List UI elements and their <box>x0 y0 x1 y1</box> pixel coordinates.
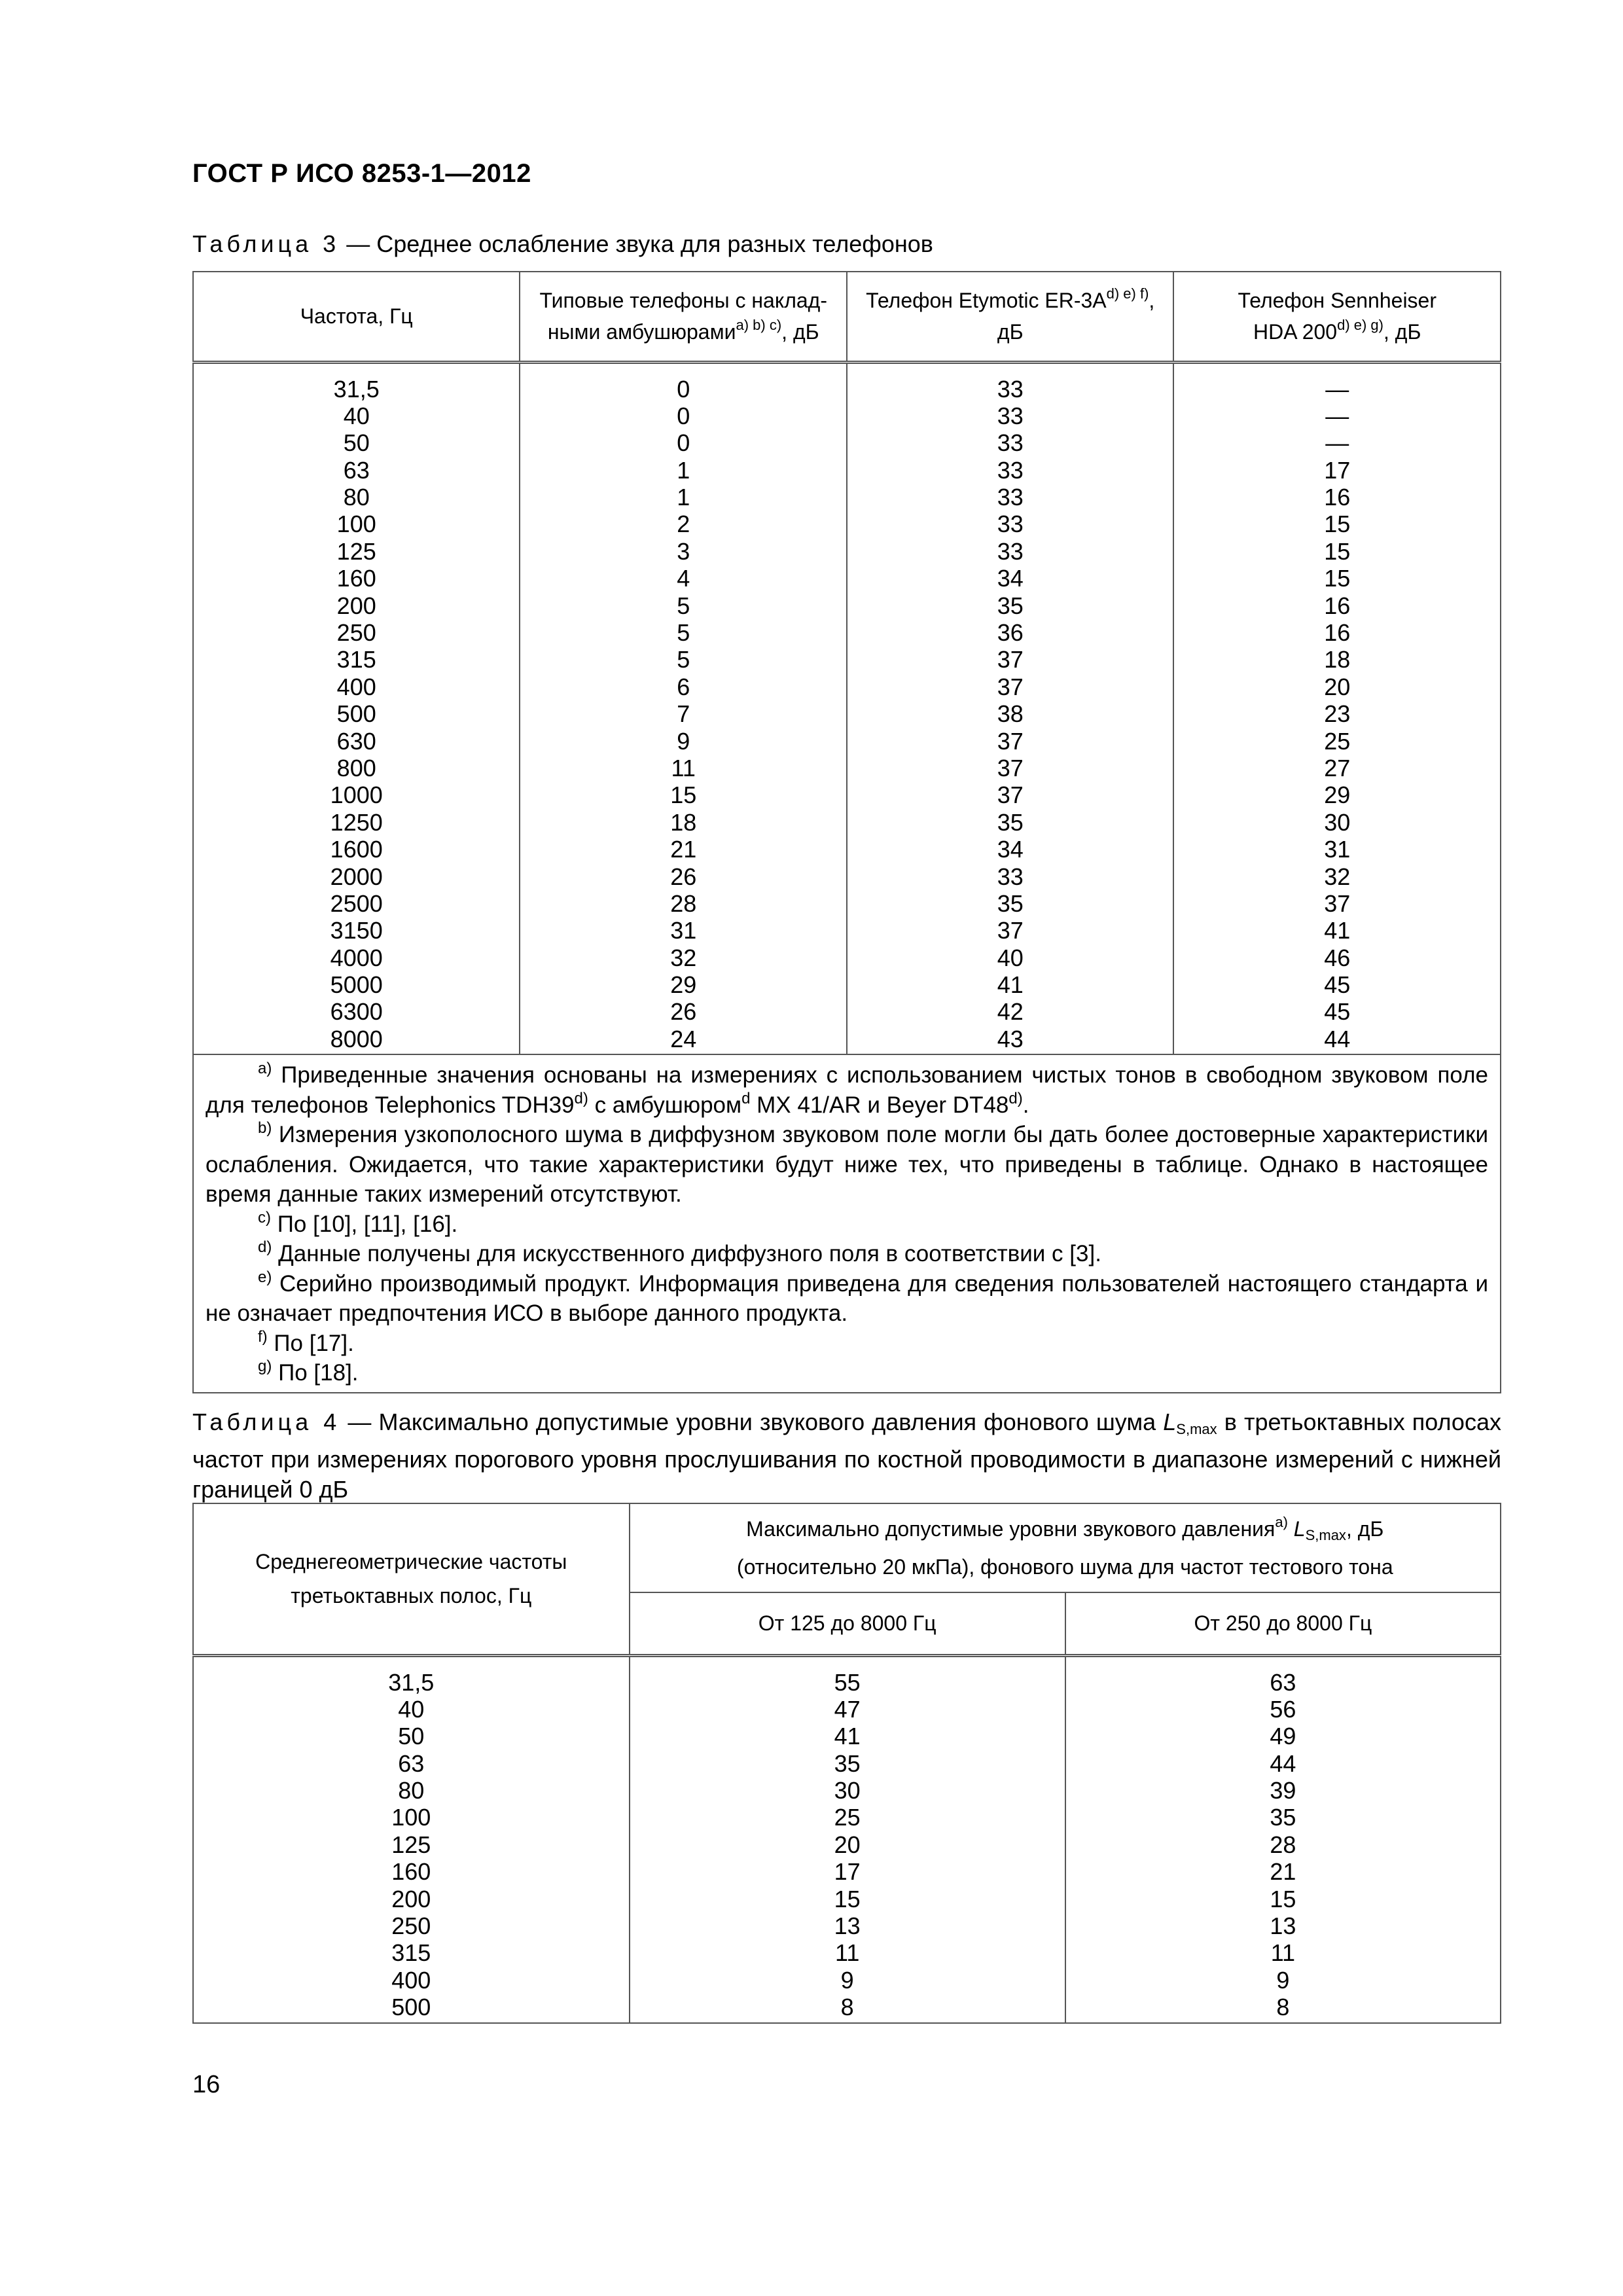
table-cell: 15 <box>1324 537 1351 565</box>
table-cell: 25 <box>1324 727 1351 755</box>
table-cell: 55 <box>834 1668 861 1696</box>
table-cell: 11 <box>1270 1939 1296 1967</box>
table-cell: 63 <box>343 456 370 484</box>
table-cell: 45 <box>1324 971 1351 999</box>
table-cell: 17 <box>1324 456 1351 484</box>
table-cell: 26 <box>670 998 697 1026</box>
note-a-text2: с амбушюром <box>588 1092 742 1118</box>
table-cell: 0 <box>677 402 690 429</box>
table-cell: 5 <box>677 646 690 673</box>
table-cell: 21 <box>670 836 697 863</box>
table-cell: 11 <box>834 1939 860 1967</box>
table-cell: 18 <box>1324 646 1351 673</box>
table-cell: 24 <box>670 1025 697 1052</box>
table-cell: 28 <box>1270 1831 1296 1858</box>
table-cell: 800 <box>336 754 376 781</box>
table-cell: 32 <box>1324 863 1351 890</box>
table-cell: 6 <box>677 673 690 700</box>
table-cell: 37 <box>997 646 1024 673</box>
table-cell: 0 <box>677 375 690 403</box>
table-cell: 15 <box>1270 1885 1296 1912</box>
table-cell: 80 <box>398 1777 425 1804</box>
table3-col-sennheiser <box>1173 272 1501 362</box>
table-cell: 5 <box>677 592 690 619</box>
table-cell: 34 <box>997 836 1024 863</box>
table3-frequency-column <box>193 362 520 1054</box>
table-cell: 250 <box>336 619 376 647</box>
table-cell: 30 <box>1324 808 1351 836</box>
table-cell: 0 <box>677 429 690 457</box>
table-cell: 500 <box>391 1994 431 2021</box>
table-cell: 400 <box>336 673 376 700</box>
table-cell: 400 <box>391 1966 431 1994</box>
table4 <box>192 1503 1501 2024</box>
note-b-text: Измерения узкополосного шума в диффузном звуковом поле могли бы дать более достоверные характеристики ослабления. Ожидается, что такие характеристики будут ниже тех, что приведены в таблице. Однако в настоящее время данные таких измерений отсутствуют. <box>205 1122 1488 1208</box>
table3-col-typical <box>520 272 847 362</box>
table-cell: 25 <box>834 1804 861 1831</box>
table-cell: 63 <box>398 1749 425 1777</box>
table-cell: 56 <box>1270 1695 1296 1723</box>
table-cell: 37 <box>997 917 1024 944</box>
table-cell: 100 <box>391 1804 431 1831</box>
table4-range-125-column <box>630 1655 1065 2023</box>
table3-col-sennheiser-line1: Телефон Sennheiser <box>1238 289 1436 313</box>
table-cell: 31 <box>1324 836 1351 863</box>
table-cell: 28 <box>670 889 697 917</box>
note-g-mark: g) <box>258 1357 272 1376</box>
table3-col-etymotic-sup: d) e) f) <box>1106 285 1149 302</box>
table-cell: 160 <box>336 565 376 592</box>
table4-col-range-125: От 125 до 8000 Гц <box>630 1592 1065 1655</box>
table-cell: 8000 <box>330 1025 383 1052</box>
table-cell: 1600 <box>330 836 383 863</box>
table-cell: 33 <box>997 375 1024 403</box>
table-cell: 15 <box>1324 511 1351 538</box>
table-cell: 4 <box>677 565 690 592</box>
table-cell: 2500 <box>330 889 383 917</box>
table-cell: 40 <box>398 1695 425 1723</box>
table-cell: 1 <box>677 484 690 511</box>
table-cell: 21 <box>1270 1858 1296 1886</box>
table-cell: 630 <box>336 727 376 755</box>
table-cell: 20 <box>1324 673 1351 700</box>
table-cell: 45 <box>1324 998 1351 1026</box>
table4-group-line1: Максимально допустимые уровни звукового давления <box>746 1517 1275 1541</box>
table-cell: 50 <box>398 1723 425 1750</box>
table4-col-group <box>630 1503 1501 1592</box>
note-g-text: По [18]. <box>272 1360 359 1386</box>
table-cell: 35 <box>997 808 1024 836</box>
table-cell: 42 <box>997 998 1024 1026</box>
table4-col-frequency <box>193 1503 630 1655</box>
note-a-mark: a) <box>258 1060 272 1078</box>
table-cell: 50 <box>343 429 370 457</box>
table3-etymotic-column <box>847 362 1173 1054</box>
table-cell: 1 <box>677 456 690 484</box>
table-cell: 44 <box>1270 1749 1296 1777</box>
table3-col-typical-unit: , дБ <box>781 320 819 344</box>
table-cell: 13 <box>1270 1912 1296 1940</box>
note-a-sup2: d <box>741 1089 751 1107</box>
table-cell: 7 <box>677 700 690 728</box>
table-cell: — <box>1325 429 1349 457</box>
table4-group-unit: , дБ <box>1346 1517 1384 1541</box>
table-cell: 35 <box>997 889 1024 917</box>
table3-col-typical-line1: Типовые телефоны с наклад- <box>539 289 827 313</box>
table-cell: 32 <box>670 944 697 971</box>
table-cell: — <box>1325 375 1349 403</box>
table-cell: 315 <box>391 1939 431 1967</box>
table-cell: 1000 <box>330 781 383 809</box>
table3-col-typical-line2: ными амбушюрами <box>547 320 736 344</box>
table-cell: 31,5 <box>388 1668 435 1696</box>
table-cell: 9 <box>677 727 690 755</box>
table-cell: 40 <box>343 402 370 429</box>
table-cell: 315 <box>336 646 376 673</box>
table-cell: 31,5 <box>333 375 380 403</box>
table3-typical-column <box>520 362 847 1054</box>
table-cell: 8 <box>840 1994 854 2021</box>
table4-range-250-column <box>1065 1655 1501 2023</box>
table-cell: 15 <box>834 1885 861 1912</box>
table4-col-range-250: От 250 до 8000 Гц <box>1065 1592 1501 1655</box>
note-a-sup3: d) <box>1008 1089 1023 1107</box>
table3-col-etymotic <box>847 272 1173 362</box>
note-b-mark: b) <box>258 1119 272 1138</box>
table-cell: 500 <box>336 700 376 728</box>
note-d-text: Данные получены для искусственного диффузного поля в соответствии с [3]. <box>272 1241 1101 1267</box>
table-cell: 5 <box>677 619 690 647</box>
table-cell: 38 <box>997 700 1024 728</box>
table-cell: 33 <box>997 402 1024 429</box>
note-c-text: По [10], [11], [16]. <box>271 1211 458 1237</box>
table-cell: 6300 <box>330 998 383 1026</box>
table-cell: 1250 <box>330 808 383 836</box>
table-cell: 160 <box>391 1858 431 1886</box>
table4-group-sup: a) <box>1275 1514 1288 1530</box>
table-cell: 200 <box>336 592 376 619</box>
table-cell: 16 <box>1324 619 1351 647</box>
table-cell: 8 <box>1276 1994 1290 2021</box>
document-header: ГОСТ Р ИСО 8253-1—2012 <box>192 159 531 188</box>
table-cell: 30 <box>834 1777 861 1804</box>
table-cell: 37 <box>997 754 1024 781</box>
table-cell: 63 <box>1270 1668 1296 1696</box>
table-cell: 33 <box>997 456 1024 484</box>
table3-col-sennheiser-sup: d) e) g) <box>1337 317 1383 334</box>
table-cell: 33 <box>997 484 1024 511</box>
table-cell: 27 <box>1324 754 1351 781</box>
table-cell: 46 <box>1324 944 1351 971</box>
note-e <box>205 1269 1488 1329</box>
table-cell: 41 <box>834 1723 861 1750</box>
table-cell: 33 <box>997 429 1024 457</box>
table-cell: 29 <box>670 971 697 999</box>
table-cell: 37 <box>997 781 1024 809</box>
note-c <box>205 1210 1488 1240</box>
table-cell: 3 <box>677 537 690 565</box>
table-cell: 15 <box>670 781 697 809</box>
table3-notes <box>193 1054 1501 1393</box>
table-cell: — <box>1325 402 1349 429</box>
table4-group-symbol: L <box>1293 1517 1306 1541</box>
note-a-text4: . <box>1022 1092 1029 1118</box>
table3-col-typical-sup: a) b) c) <box>736 317 782 334</box>
table-cell: 16 <box>1324 592 1351 619</box>
table3-col-etymotic-line1: Телефон Etymotic ER-3A <box>866 289 1107 313</box>
table-cell: 17 <box>834 1858 861 1886</box>
note-c-mark: c) <box>258 1208 271 1227</box>
table-cell: 31 <box>670 917 697 944</box>
table-cell: 13 <box>834 1912 861 1940</box>
table4-caption-subscript: S,max <box>1176 1421 1217 1437</box>
note-a-sup1: d) <box>574 1089 588 1107</box>
table4-caption-text1: — Максимально допустимые уровни звукового давления фонового шума <box>340 1408 1164 1435</box>
table-cell: 2 <box>677 511 690 538</box>
note-f <box>205 1329 1488 1359</box>
note-e-mark: e) <box>258 1268 272 1286</box>
table-cell: 100 <box>336 511 376 538</box>
note-f-mark: f) <box>258 1327 268 1346</box>
table-cell: 37 <box>1324 889 1351 917</box>
table-cell: 44 <box>1324 1025 1351 1052</box>
note-d <box>205 1239 1488 1269</box>
table-cell: 29 <box>1324 781 1351 809</box>
table4-group-line2: (относительно 20 мкПа), фонового шума для частот тестового тона <box>736 1555 1393 1579</box>
note-g <box>205 1358 1488 1388</box>
table-cell: 39 <box>1270 1777 1296 1804</box>
table4-caption <box>192 1407 1501 1505</box>
table-cell: 5000 <box>330 971 383 999</box>
table-cell: 11 <box>671 754 696 781</box>
table-cell: 33 <box>997 511 1024 538</box>
table-cell: 35 <box>1270 1804 1296 1831</box>
table-cell: 125 <box>336 537 376 565</box>
table-cell: 200 <box>391 1885 431 1912</box>
table-cell: 9 <box>840 1966 854 1994</box>
table4-frequency-column <box>193 1655 630 2023</box>
table4-col-frequency-line1: Среднегеометрические частоты <box>255 1550 567 1574</box>
note-b <box>205 1120 1488 1210</box>
table-cell: 37 <box>997 727 1024 755</box>
note-d-mark: d) <box>258 1238 272 1257</box>
table-cell: 41 <box>1324 917 1351 944</box>
table3-col-sennheiser-unit: , дБ <box>1383 320 1421 344</box>
table-cell: 33 <box>997 863 1024 890</box>
table-cell: 9 <box>1276 1966 1290 1994</box>
table-cell: 33 <box>997 537 1024 565</box>
table3-col-etymotic-line2: дБ <box>997 320 1024 344</box>
table4-group-subscript: S,max <box>1305 1527 1346 1543</box>
table-cell: 34 <box>997 565 1024 592</box>
table3-col-sennheiser-line2: HDA 200 <box>1253 320 1338 344</box>
table-cell: 3150 <box>330 917 383 944</box>
note-a-text3: MX 41/AR и Beyer DT48 <box>750 1092 1009 1118</box>
table-cell: 4000 <box>330 944 383 971</box>
table-cell: 35 <box>997 592 1024 619</box>
table3-col-etymotic-tail: , <box>1149 289 1155 313</box>
table4-caption-symbol: L <box>1163 1408 1177 1435</box>
note-f-text: По [17]. <box>267 1330 354 1356</box>
table-cell: 15 <box>1324 565 1351 592</box>
table-cell: 125 <box>391 1831 431 1858</box>
table3-caption <box>192 229 933 259</box>
table4-col-frequency-line2: третьоктавных полос, Гц <box>291 1584 532 1608</box>
table-cell: 47 <box>834 1695 861 1723</box>
table4-caption-label: Таблица 4 <box>192 1408 341 1435</box>
table-cell: 23 <box>1324 700 1351 728</box>
table3-col-frequency: Частота, Гц <box>193 272 520 362</box>
table-cell: 35 <box>834 1749 861 1777</box>
table4-caption-text2: в третьоктавных полосах частот при измерениях порогового уровня прослушивания по костной проводимости в диапазоне измерений с нижней границей 0 дБ <box>192 1408 1501 1503</box>
table-cell: 20 <box>834 1831 861 1858</box>
table-cell: 80 <box>343 484 370 511</box>
table-cell: 26 <box>670 863 697 890</box>
table-cell: 49 <box>1270 1723 1296 1750</box>
table-cell: 40 <box>997 944 1024 971</box>
page-number: 16 <box>192 2071 221 2098</box>
note-e-text: Серийно производимый продукт. Информация приведена для сведения пользователей настоящего стандарта и не означает предпочтения ИСО в выборе данного продукта. <box>205 1270 1488 1327</box>
note-a-text1: Приведенные значения основаны на измерениях с использованием чистых тонов в свободном звуковом поле для телефонов Telephonics TDH39 <box>205 1062 1488 1118</box>
table3-sennheiser-column <box>1173 362 1501 1054</box>
table-cell: 250 <box>391 1912 431 1940</box>
table-cell: 36 <box>997 619 1024 647</box>
table3-caption-label: Таблица 3 <box>192 230 340 257</box>
table-cell: 37 <box>997 673 1024 700</box>
table-cell: 16 <box>1324 484 1351 511</box>
note-a <box>205 1060 1488 1120</box>
table-cell: 41 <box>997 971 1024 999</box>
table-cell: 43 <box>997 1025 1024 1052</box>
table3 <box>192 271 1501 1393</box>
table-cell: 18 <box>670 808 697 836</box>
table-cell: 2000 <box>330 863 383 890</box>
table3-caption-text: — Среднее ослабление звука для разных телефонов <box>340 230 933 257</box>
